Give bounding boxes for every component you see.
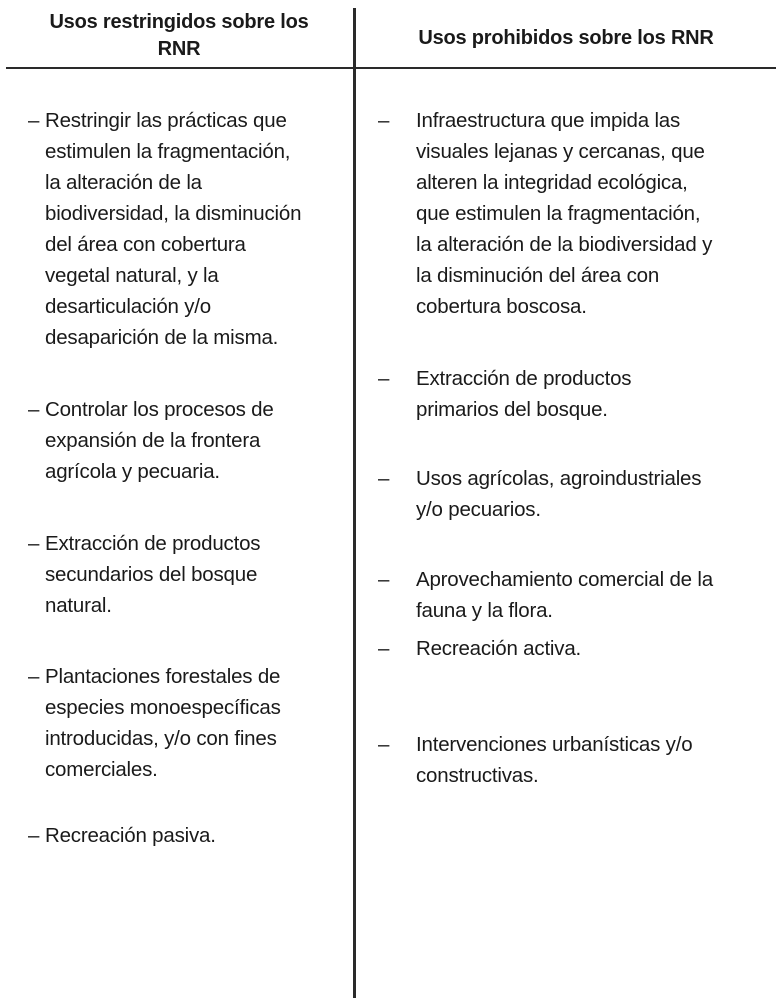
restricted-item (28, 661, 281, 785)
restricted-item (28, 528, 260, 621)
prohibited-item (378, 633, 581, 664)
prohibited-item-text: Recreación activa. (416, 637, 582, 660)
bullet-dash: – (378, 568, 390, 591)
bullet-dash: – (28, 398, 40, 421)
header-restricted-uses: Usos restringidos sobre los RNR (49, 11, 309, 60)
bullet-dash: – (28, 109, 40, 132)
prohibited-item-text: Usos agrícolas, agroindustriales y/o pecuarios. (416, 467, 702, 521)
restricted-item (28, 105, 301, 353)
prohibited-item-text: Aprovechamiento comercial de la fauna y la flora. (416, 568, 713, 622)
prohibited-item-text: Infraestructura que impida las visuales lejanas y cercanas, que alteren la integridad ecológica, que estimulen la fragmentación, la alteración de la biodiversidad y la disminución del área con cobertura boscosa. (416, 109, 713, 318)
restricted-item-text: Controlar los procesos de expansión de la frontera agrícola y pecuaria. (45, 398, 274, 483)
column-divider (353, 8, 356, 998)
restricted-item-text: Extracción de productos secundarios del bosque natural. (45, 532, 261, 617)
restricted-item-text: Restringir las prácticas que estimulen la fragmentación, la alteración de la biodiversidad, la disminución del área con cobertura vegetal natural, y la desarticulación y/o desaparición de la misma. (45, 109, 302, 349)
header-divider (6, 67, 776, 69)
bullet-dash: – (378, 467, 390, 490)
prohibited-item-text: Extracción de productos primarios del bosque. (416, 367, 632, 421)
prohibited-item (378, 363, 631, 425)
bullet-dash: – (378, 109, 390, 132)
header-prohibited-uses: Usos prohibidos sobre los RNR (418, 27, 714, 49)
bullet-dash: – (378, 733, 390, 756)
restricted-item (28, 820, 216, 851)
prohibited-item-text: Intervenciones urbanísticas y/o constructivas. (416, 733, 693, 787)
prohibited-item (378, 564, 713, 626)
restricted-item-text: Plantaciones forestales de especies monoespecíficas introducidas, y/o con fines comerciales. (45, 665, 281, 781)
bullet-dash: – (28, 665, 40, 688)
prohibited-item (378, 729, 692, 791)
bullet-dash: – (378, 637, 390, 660)
restricted-item-text: Recreación pasiva. (45, 824, 216, 847)
bullet-dash: – (28, 532, 40, 555)
restricted-item (28, 394, 274, 487)
bullet-dash: – (28, 824, 40, 847)
bullet-dash: – (378, 367, 390, 390)
prohibited-item (378, 105, 712, 322)
prohibited-item (378, 463, 701, 525)
